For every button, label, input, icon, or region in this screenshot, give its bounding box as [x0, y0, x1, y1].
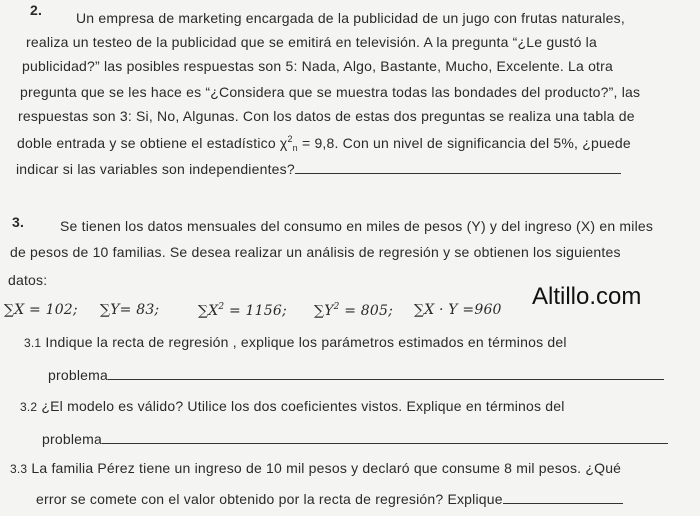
sum-y-squared-value: = 805;	[339, 303, 394, 319]
question-3-3-line-2-text: error se comete con el valor obtenido por la recta de regresión? Explique	[36, 491, 503, 507]
question-3-1-line-2	[48, 366, 664, 383]
sum-xy: ∑X · Y =960	[414, 302, 502, 318]
sum-x-squared-exponent: 2	[218, 302, 225, 312]
question-2-line-2: realiza un testeo de la publicidad que se emitirá en televisión. A la pregunta “¿Le gustó la	[26, 34, 597, 50]
answer-blank-q3-3[interactable]	[503, 490, 623, 504]
question-3-number: 3.	[12, 214, 25, 230]
question-3-1-line-1: Indique la recta de regresión , explique los parámetros estimados en términos del	[45, 334, 567, 350]
question-3-2-line-2-text: problema	[42, 431, 102, 447]
question-2-line-3: publicidad?” las posibles respuestas son 5: Nada, Algo, Bastante, Mucho, Excelente. La otra	[22, 58, 613, 74]
answer-blank-q3-1[interactable]	[108, 366, 664, 380]
sum-x: ∑X = 102;	[4, 302, 78, 318]
question-2-number: 2.	[30, 2, 43, 18]
sum-x-squared-value: = 1156;	[224, 303, 287, 319]
question-3-line-1: Se tienen los datos mensuales del consumo en miles de pesos (Y) y del ingreso (X) en miles	[60, 218, 654, 234]
question-2-line-6-text-a: doble entrada y se obtiene el estadístico χ	[17, 135, 288, 151]
question-3-2-line-1: ¿El modelo es válido? Utilice los dos coeficientes vistos. Explique en términos del	[41, 398, 565, 414]
answer-blank-q3-2[interactable]	[102, 430, 668, 444]
question-2-line-7	[16, 160, 621, 177]
question-2-line-1: Un empresa de marketing encargada de la publicidad de un jugo con frutas naturales,	[76, 10, 625, 26]
sum-y-squared-exponent: 2	[333, 302, 340, 312]
question-3-1-number: 3.1	[24, 336, 42, 350]
question-2-line-6-text-b: = 9,8. Con un nivel de significancia del 5%, ¿puede	[297, 135, 631, 151]
sum-x-squared-base: ∑X	[198, 303, 219, 319]
sum-y-squared-base: ∑Y	[314, 303, 334, 319]
sum-y: ∑Y= 83;	[100, 302, 160, 318]
question-3-3-line-1: La familia Pérez tiene un ingreso de 10 mil pesos y declaró que consume 8 mil pesos. ¿Qué	[31, 460, 622, 476]
question-2-line-6	[17, 134, 631, 153]
answer-blank-q2[interactable]	[295, 160, 621, 174]
question-3-2	[20, 398, 565, 414]
question-3-2-line-2	[42, 430, 668, 447]
question-2-line-4: pregunta que se les hace es “¿Considera que se muestra todas las bondades del producto?”, las	[20, 84, 641, 100]
question-3-1	[24, 334, 567, 350]
question-3-3-number: 3.3	[10, 462, 28, 476]
watermark-altillo: Altillo.com	[532, 283, 642, 310]
sum-y-squared	[314, 302, 393, 319]
question-3-3-line-2	[36, 490, 623, 507]
chi-square-subscript: n	[292, 143, 298, 153]
question-3-2-number: 3.2	[20, 400, 38, 414]
question-3-line-2: de pesos de 10 familias. Se desea realizar un análisis de regresión y se obtienen los siguientes	[10, 244, 621, 260]
question-2-line-7-text: indicar si las variables son independientes?	[16, 161, 295, 177]
question-3-1-line-2-text: problema	[48, 367, 108, 383]
question-3-line-3: datos:	[8, 272, 48, 288]
question-2-line-5: respuestas son 3: Si, No, Algunas. Con los datos de estas dos preguntas se realiza una tabla de	[18, 108, 635, 124]
sum-x-squared	[198, 302, 287, 319]
question-3-3	[10, 460, 621, 476]
chi-square-exponent: 2	[287, 134, 293, 144]
